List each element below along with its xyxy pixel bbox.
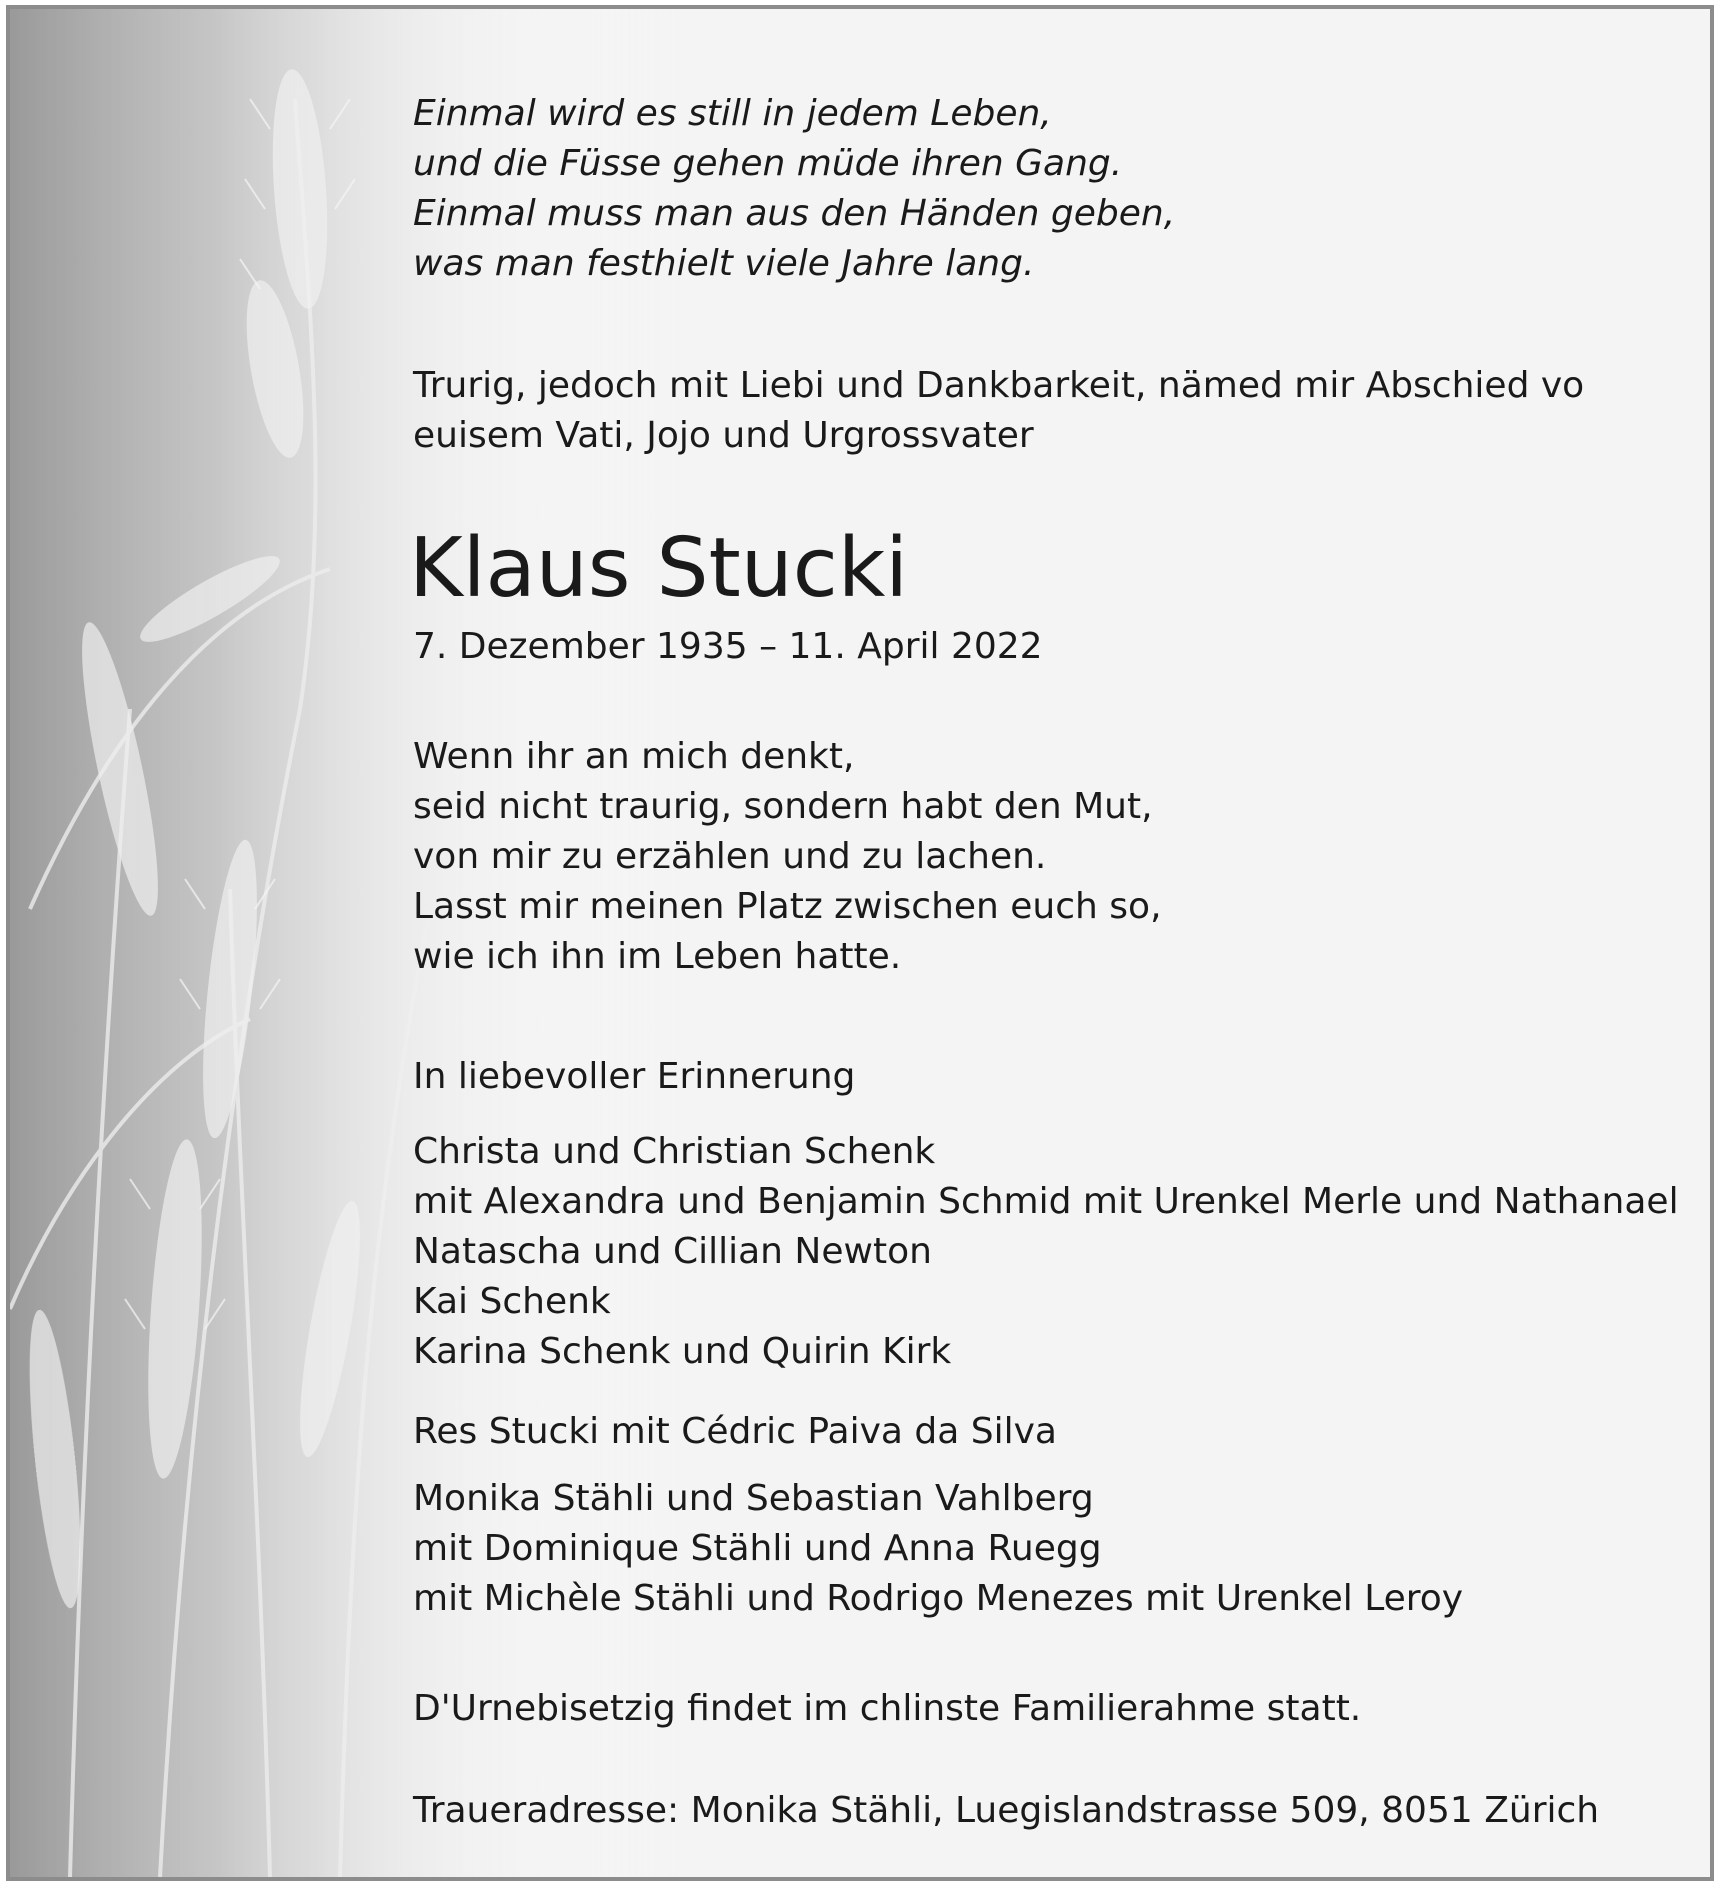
- opening-poem-line: Einmal muss man aus den Händen geben,: [413, 193, 1176, 234]
- burial-note: D'Urnebisetzig findet im chlinste Familierahme statt.: [413, 1688, 1362, 1729]
- family-member-line: mit Dominique Stähli und Anna Ruegg: [413, 1528, 1102, 1569]
- memory-line: In liebevoller Erinnerung: [413, 1056, 856, 1097]
- closing-poem-line: wie ich ihn im Leben hatte.: [413, 936, 902, 977]
- opening-poem-line: Einmal wird es still in jedem Leben,: [413, 93, 1052, 134]
- opening-poem: [413, 89, 1703, 289]
- opening-poem-line: was man festhielt viele Jahre lang.: [413, 243, 1035, 284]
- obituary-notice: [6, 5, 1714, 1881]
- family-group-1: [413, 1127, 1679, 1377]
- family-member-line: Karina Schenk und Quirin Kirk: [413, 1331, 952, 1372]
- life-dates: 7. Dezember 1935 – 11. April 2022: [413, 626, 1043, 667]
- family-member-line: Christa und Christian Schenk: [413, 1131, 936, 1172]
- closing-poem-line: Lasst mir meinen Platz zwischen euch so,: [413, 886, 1162, 927]
- family-group-3: [413, 1474, 1463, 1624]
- family-member-line: mit Alexandra und Benjamin Schmid mit Urenkel Merle und Nathanael: [413, 1181, 1679, 1222]
- family-member-line: mit Michèle Stähli und Rodrigo Menezes mit Urenkel Leroy: [413, 1578, 1464, 1619]
- intro-line: Trurig, jedoch mit Liebi und Dankbarkeit, nämed mir Abschied vo: [413, 365, 1585, 406]
- closing-poem-line: Wenn ihr an mich denkt,: [413, 736, 855, 777]
- closing-poem-line: von mir zu erzählen und zu lachen.: [413, 836, 1047, 877]
- deceased-name: Klaus Stucki: [409, 521, 909, 616]
- closing-poem: [413, 732, 1162, 982]
- family-member-line: Kai Schenk: [413, 1281, 611, 1322]
- family-group-2: Res Stucki mit Cédric Paiva da Silva: [413, 1411, 1057, 1452]
- closing-poem-line: seid nicht traurig, sondern habt den Mut,: [413, 786, 1153, 827]
- intro-text: [413, 361, 1584, 461]
- mourning-address: Traueradresse: Monika Stähli, Luegislandstrasse 509, 8051 Zürich: [413, 1790, 1600, 1831]
- family-member-line: Monika Stähli und Sebastian Vahlberg: [413, 1478, 1094, 1519]
- opening-poem-line: und die Füsse gehen müde ihren Gang.: [413, 143, 1123, 184]
- family-member-line: Natascha und Cillian Newton: [413, 1231, 932, 1272]
- notice-content: [409, 89, 1703, 1831]
- intro-line: euisem Vati, Jojo und Urgrossvater: [413, 415, 1034, 456]
